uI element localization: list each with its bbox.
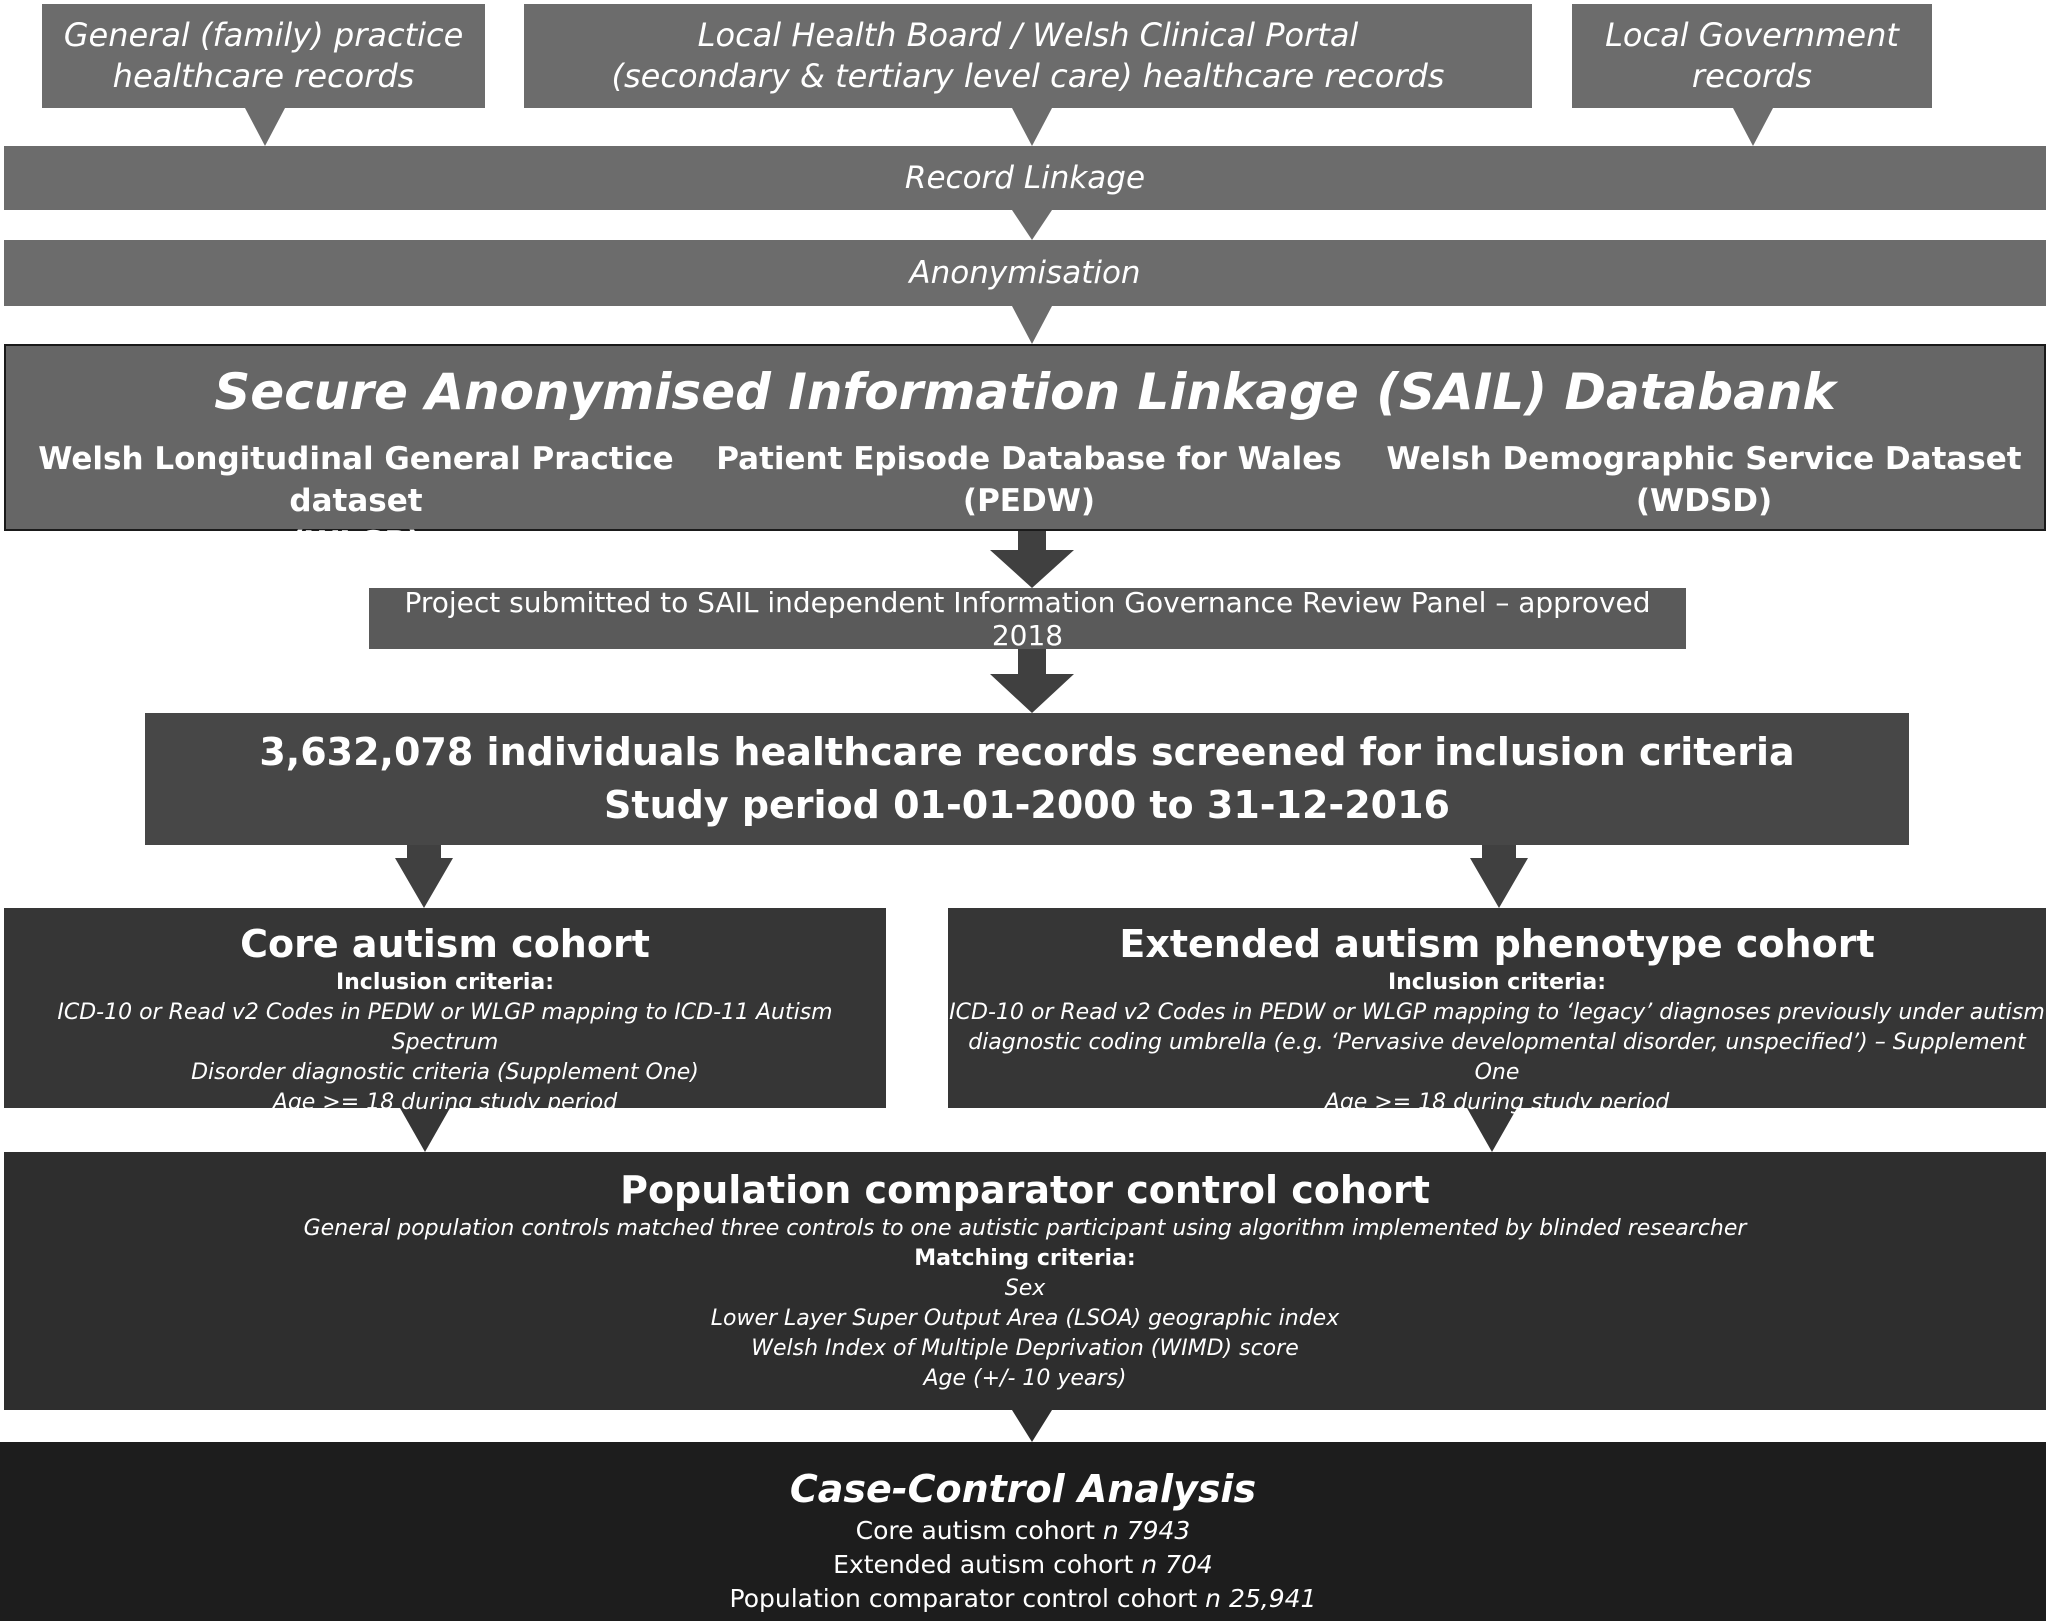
sail-title: Secure Anonymised Information Linkage (SAIL) Databank	[214, 363, 1836, 421]
control-criterion-sex: Sex	[1004, 1276, 1046, 1301]
arrow-lhb-to-linkage	[1012, 108, 1052, 146]
sail-databank	[4, 344, 2046, 561]
sail-dataset-wdsd-name: Welsh Demographic Service Dataset	[1386, 441, 2022, 477]
record-linkage-band	[4, 146, 2046, 210]
control-criterion-age: Age (+/- 10 years)	[923, 1366, 1127, 1391]
arrow-sail-to-governance	[990, 531, 1074, 588]
sail-dataset-pedw-abbr: (PEDW)	[962, 483, 1096, 519]
control-cohort-criteria-label: Matching criteria:	[914, 1246, 1136, 1271]
arrow-linkage-to-anon	[1012, 210, 1052, 240]
sail-dataset-wlgp	[16, 438, 696, 564]
control-cohort	[4, 1152, 2046, 1410]
control-cohort-description: General population controls matched three controls to one autistic participant using algorithm implemented by blinded researcher	[303, 1216, 1747, 1241]
sail-dataset-wlgp-name: Welsh Longitudinal General Practice dataset	[38, 441, 674, 519]
source-local-government-line1: Local Government	[1605, 16, 1899, 54]
case-control-analysis	[0, 1442, 2046, 1621]
record-linkage-label: Record Linkage	[904, 160, 1146, 196]
governance-text: Project submitted to SAIL independent Information Governance Review Panel – approved 2018	[404, 585, 1651, 652]
control-criterion-lsoa: Lower Layer Super Output Area (LSOA) geographic index	[710, 1306, 1340, 1331]
extended-cohort-line3: Age >= 18 during study period	[1324, 1090, 1670, 1115]
core-cohort-line2: Disorder diagnostic criteria (Supplement One)	[191, 1060, 699, 1085]
extended-cohort-criteria-label: Inclusion criteria:	[1387, 970, 1607, 995]
arrow-gp-to-linkage	[245, 108, 285, 146]
source-general-practice-line1: General (family) practice	[63, 16, 464, 54]
governance-approval	[369, 585, 1686, 652]
analysis-row-core-value: 7943	[1126, 1516, 1191, 1545]
source-local-health-board	[524, 4, 1532, 108]
core-cohort-criteria-label: Inclusion criteria:	[335, 970, 555, 995]
analysis-row-extended-value: 704	[1165, 1550, 1213, 1579]
source-general-practice-line2: healthcare records	[112, 57, 415, 95]
analysis-row-control-value: 25,941	[1228, 1584, 1317, 1613]
extended-cohort-line1: ICD-10 or Read v2 Codes in PEDW or WLGP mapping to ‘legacy’ diagnoses previously under autism	[949, 1000, 2045, 1025]
anonymisation-label: Anonymisation	[909, 255, 1141, 291]
screening-box	[145, 713, 1909, 845]
analysis-row-control-label: Population comparator control cohort	[729, 1584, 1198, 1613]
core-cohort	[4, 908, 886, 1115]
sail-dataset-wdsd	[1374, 438, 2034, 522]
source-local-government-line2: records	[1691, 57, 1813, 95]
core-cohort-line3: Age >= 18 during study period	[272, 1090, 618, 1115]
core-cohort-title: Core autism cohort	[240, 922, 650, 966]
arrow-lg-to-linkage	[1733, 108, 1773, 146]
analysis-row-control	[0, 1582, 2046, 1616]
sail-dataset-wlgp-abbr: (WLGP)	[290, 525, 422, 561]
control-cohort-title: Population comparator control cohort	[620, 1168, 1430, 1212]
control-criterion-wimd: Welsh Index of Multiple Deprivation (WIMD) score	[751, 1336, 1299, 1361]
screening-line1: 3,632,078 individuals healthcare records screened for inclusion criteria	[259, 730, 1795, 774]
analysis-row-core-n: n	[1102, 1516, 1119, 1545]
source-local-health-board-line1: Local Health Board / Welsh Clinical Portal	[697, 16, 1359, 54]
sail-dataset-pedw-name: Patient Episode Database for Wales	[716, 441, 1342, 477]
sail-dataset-pedw	[704, 438, 1354, 522]
arrow-anon-to-sail	[1012, 306, 1052, 344]
analysis-title: Case-Control Analysis	[789, 1467, 1257, 1511]
extended-cohort	[948, 908, 2046, 1115]
analysis-row-control-n: n	[1205, 1584, 1222, 1613]
arrow-control-to-analysis	[1012, 1410, 1052, 1442]
source-general-practice	[42, 4, 485, 108]
arrow-screening-to-extended	[1470, 845, 1528, 908]
anonymisation-band	[4, 240, 2046, 306]
extended-cohort-line2: diagnostic coding umbrella (e.g. ‘Pervasive developmental disorder, unspecified’) – Supplement One	[968, 1030, 2026, 1085]
core-cohort-line1: ICD-10 or Read v2 Codes in PEDW or WLGP mapping to ICD-11 Autism Spectrum	[57, 1000, 833, 1055]
analysis-row-core-label: Core autism cohort	[855, 1516, 1095, 1545]
analysis-row-extended-label: Extended autism cohort	[833, 1550, 1134, 1579]
sail-dataset-wdsd-abbr: (WDSD)	[1635, 483, 1773, 519]
analysis-row-extended	[0, 1548, 2046, 1582]
source-local-government	[1572, 4, 1932, 108]
analysis-row-core	[0, 1514, 2046, 1548]
arrow-screening-to-core	[395, 845, 453, 908]
screening-line2: Study period 01-01-2000 to 31-12-2016	[604, 783, 1450, 827]
arrow-governance-to-screening	[990, 649, 1074, 713]
extended-cohort-title: Extended autism phenotype cohort	[1119, 922, 1875, 966]
analysis-row-extended-n: n	[1141, 1550, 1158, 1579]
source-local-health-board-line2: (secondary & tertiary level care) healthcare records	[611, 57, 1445, 95]
